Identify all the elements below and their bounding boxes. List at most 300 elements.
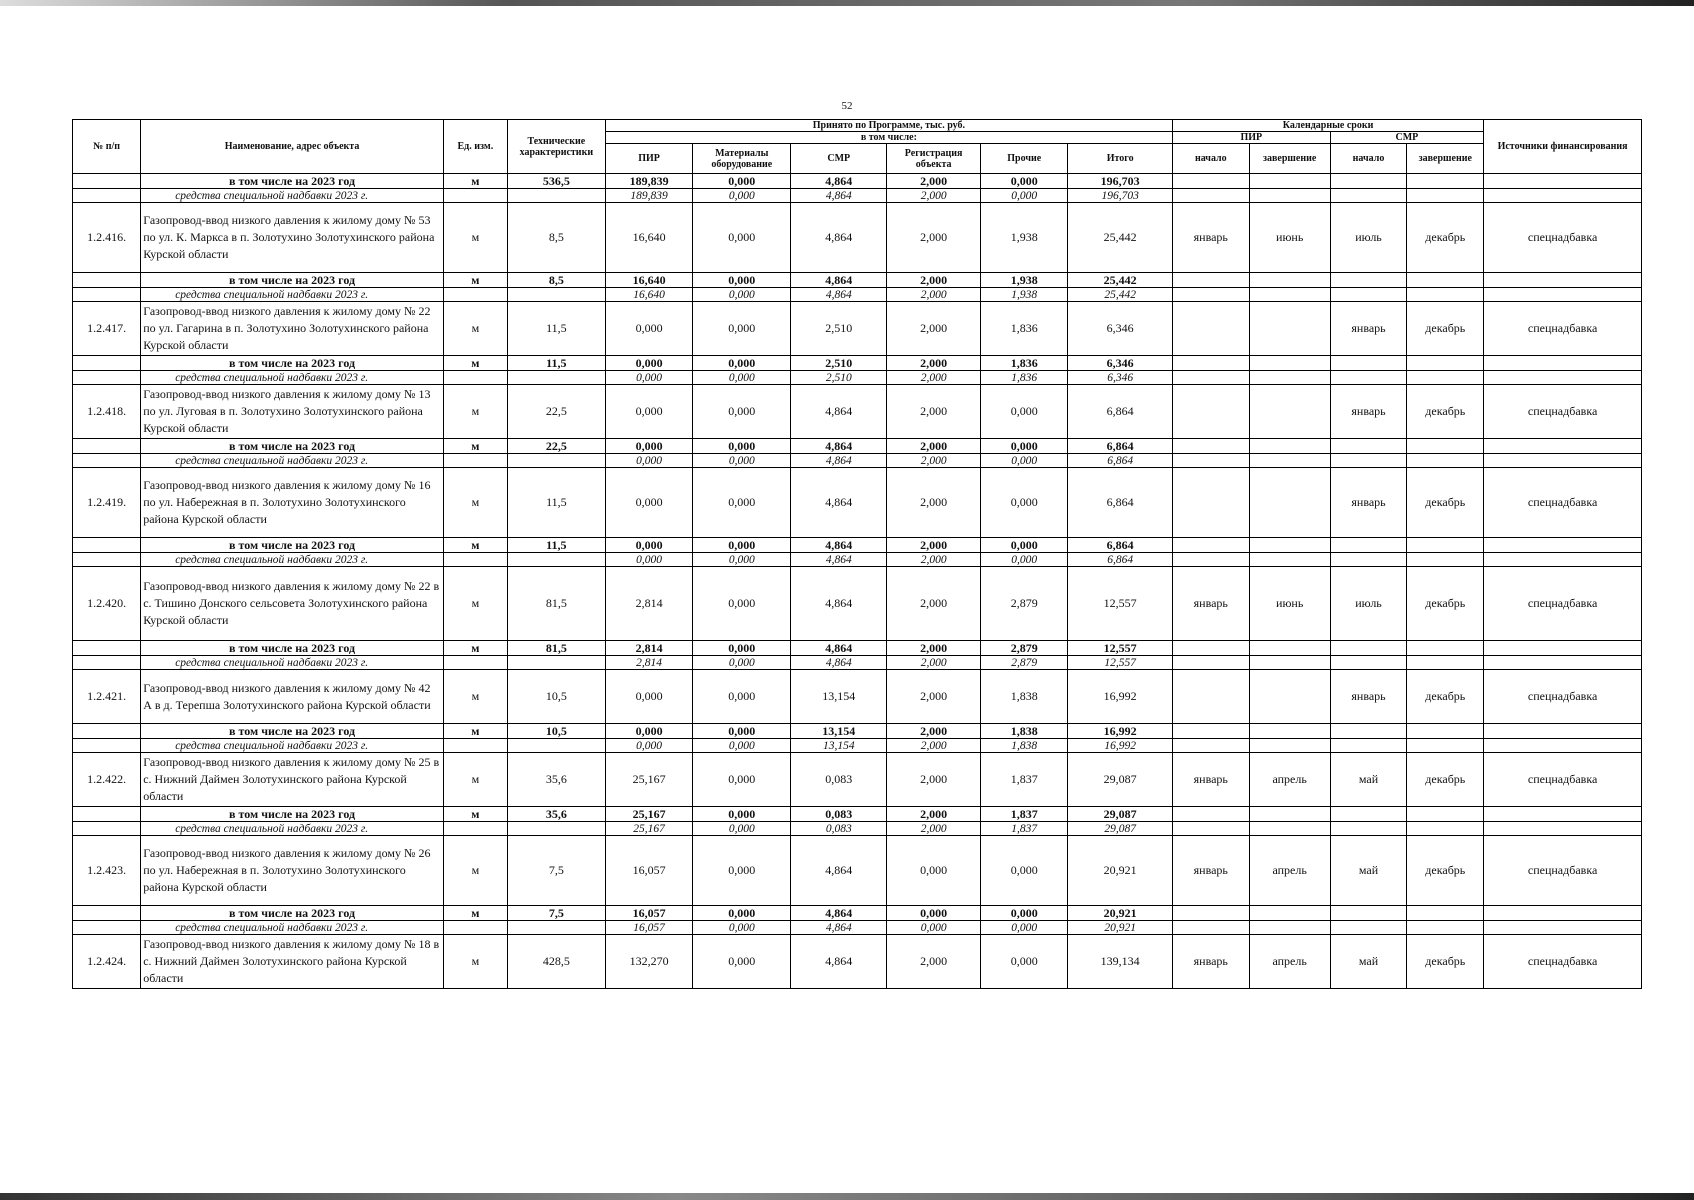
sum-other: 0,000 (981, 538, 1068, 553)
sum-mat: 0,000 (693, 724, 791, 739)
cell-empty (73, 288, 141, 302)
cell-empty (1330, 454, 1407, 468)
sum-other: 2,879 (981, 641, 1068, 656)
cell-empty (73, 371, 141, 385)
cell-empty (1249, 739, 1330, 753)
spec-smr: 4,864 (791, 189, 887, 203)
object-pir-end (1249, 385, 1330, 439)
cell-empty (1172, 439, 1249, 454)
object-pir-start: январь (1172, 753, 1249, 807)
spec-pir: 16,057 (605, 921, 692, 935)
cell-empty (1172, 174, 1249, 189)
object-mat: 0,000 (693, 753, 791, 807)
object-reg: 0,000 (887, 836, 981, 906)
object-pir-start: январь (1172, 935, 1249, 989)
cell-empty (1407, 538, 1484, 553)
cell-empty (1407, 454, 1484, 468)
header-unit: Ед. изм. (443, 120, 507, 174)
sum-reg: 2,000 (887, 538, 981, 553)
cell-empty (443, 656, 507, 670)
sum-total: 12,557 (1068, 641, 1173, 656)
object-smr-end: декабрь (1407, 385, 1484, 439)
object-smr-end: декабрь (1407, 670, 1484, 724)
sum-unit: м (443, 439, 507, 454)
object-row (73, 203, 1642, 273)
object-reg: 2,000 (887, 468, 981, 538)
spec-mat: 0,000 (693, 189, 791, 203)
object-reg: 2,000 (887, 302, 981, 356)
sum-tech: 8,5 (507, 273, 605, 288)
cell-empty (1484, 553, 1642, 567)
cell-empty (1330, 807, 1407, 822)
object-pir-end (1249, 302, 1330, 356)
object-pir-start: январь (1172, 567, 1249, 641)
spec-mat: 0,000 (693, 454, 791, 468)
cell-empty (1249, 371, 1330, 385)
cell-empty (507, 739, 605, 753)
cell-empty (1484, 906, 1642, 921)
cell-empty (1484, 724, 1642, 739)
object-name: Газопровод-ввод низкого давления к жилому дому № 25 в с. Нижний Даймен Золотухинского района Курской области (141, 753, 444, 807)
object-other: 0,000 (981, 468, 1068, 538)
cell-empty (443, 822, 507, 836)
cell-empty (1249, 356, 1330, 371)
object-reg: 2,000 (887, 670, 981, 724)
cell-empty (73, 454, 141, 468)
cell-empty (1330, 371, 1407, 385)
cell-empty (1407, 288, 1484, 302)
spec-other: 1,938 (981, 288, 1068, 302)
object-pir: 25,167 (605, 753, 692, 807)
scan-edge-top (0, 0, 1694, 6)
spec-total: 16,992 (1068, 739, 1173, 753)
cell-empty (507, 921, 605, 935)
cell-empty (73, 439, 141, 454)
sum-reg: 2,000 (887, 273, 981, 288)
cell-empty (1249, 273, 1330, 288)
sum-smr: 4,864 (791, 641, 887, 656)
header-smr-end: завершение (1407, 144, 1484, 174)
sum-total: 196,703 (1068, 174, 1173, 189)
object-tech: 35,6 (507, 753, 605, 807)
cell-empty (1172, 371, 1249, 385)
sum-total: 29,087 (1068, 807, 1173, 822)
cell-empty (1172, 906, 1249, 921)
cell-empty (1484, 288, 1642, 302)
sum-reg: 2,000 (887, 356, 981, 371)
cell-empty (1330, 641, 1407, 656)
scan-edge-bottom (0, 1193, 1694, 1200)
object-row (73, 302, 1642, 356)
spec-smr: 4,864 (791, 921, 887, 935)
spec-total: 12,557 (1068, 656, 1173, 670)
sum-tech: 10,5 (507, 724, 605, 739)
cell-empty (1172, 822, 1249, 836)
spec-other: 1,836 (981, 371, 1068, 385)
object-row (73, 836, 1642, 906)
cell-empty (1407, 906, 1484, 921)
cell-empty (1330, 174, 1407, 189)
object-num: 1.2.419. (73, 468, 141, 538)
object-mat: 0,000 (693, 468, 791, 538)
cell-empty (1249, 822, 1330, 836)
sum-pir: 25,167 (605, 807, 692, 822)
spec-reg: 2,000 (887, 371, 981, 385)
object-num: 1.2.418. (73, 385, 141, 439)
object-smr-end: декабрь (1407, 302, 1484, 356)
header-smr-start: начало (1330, 144, 1407, 174)
cell-empty (1330, 189, 1407, 203)
cell-empty (1172, 807, 1249, 822)
spec-mat: 0,000 (693, 921, 791, 935)
object-unit: м (443, 935, 507, 989)
spec-reg: 2,000 (887, 454, 981, 468)
sum-tech: 22,5 (507, 439, 605, 454)
cell-empty (1172, 656, 1249, 670)
sum-smr: 13,154 (791, 724, 887, 739)
object-name: Газопровод-ввод низкого давления к жилому дому № 42 А в д. Терепша Золотухинского района Курской области (141, 670, 444, 724)
object-tech: 8,5 (507, 203, 605, 273)
cell-empty (1484, 454, 1642, 468)
spec-row (73, 454, 1642, 468)
object-smr: 4,864 (791, 935, 887, 989)
spec-total: 20,921 (1068, 921, 1173, 935)
object-source: спецнадбавка (1484, 670, 1642, 724)
sum-smr: 4,864 (791, 906, 887, 921)
spec-pir: 0,000 (605, 553, 692, 567)
spec-pir: 16,640 (605, 288, 692, 302)
sum-row (73, 724, 1642, 739)
cell-empty (1330, 656, 1407, 670)
spec-reg: 2,000 (887, 739, 981, 753)
object-tech: 81,5 (507, 567, 605, 641)
spec-total: 25,442 (1068, 288, 1173, 302)
sum-pir: 0,000 (605, 356, 692, 371)
object-other: 0,000 (981, 935, 1068, 989)
header-accepted: Принято по Программе, тыс. руб. (605, 120, 1172, 132)
sum-other: 0,000 (981, 174, 1068, 189)
object-source: спецнадбавка (1484, 753, 1642, 807)
cell-empty (1407, 174, 1484, 189)
sum-other: 0,000 (981, 439, 1068, 454)
cell-empty (1330, 288, 1407, 302)
object-mat: 0,000 (693, 203, 791, 273)
spec-smr: 4,864 (791, 553, 887, 567)
spec-mat: 0,000 (693, 822, 791, 836)
object-pir-end: июнь (1249, 203, 1330, 273)
cell-empty (1249, 921, 1330, 935)
object-pir-start: январь (1172, 203, 1249, 273)
cell-empty (1330, 553, 1407, 567)
cell-empty (443, 189, 507, 203)
cell-empty (443, 454, 507, 468)
spec-reg: 2,000 (887, 288, 981, 302)
object-pir-end: апрель (1249, 753, 1330, 807)
cell-empty (1330, 439, 1407, 454)
object-unit: м (443, 567, 507, 641)
sum-smr: 4,864 (791, 439, 887, 454)
object-reg: 2,000 (887, 935, 981, 989)
object-smr: 2,510 (791, 302, 887, 356)
object-source: спецнадбавка (1484, 203, 1642, 273)
object-name: Газопровод-ввод низкого давления к жилому дому № 53 по ул. К. Маркса в п. Золотухино Золотухинского района Курской области (141, 203, 444, 273)
sum-total: 6,864 (1068, 439, 1173, 454)
object-pir-end (1249, 468, 1330, 538)
sum-unit: м (443, 906, 507, 921)
header-cal-smr: СМР (1330, 132, 1484, 144)
object-pir: 0,000 (605, 385, 692, 439)
object-smr: 4,864 (791, 567, 887, 641)
object-pir-end (1249, 670, 1330, 724)
sum-other: 1,838 (981, 724, 1068, 739)
object-mat: 0,000 (693, 567, 791, 641)
object-total: 6,346 (1068, 302, 1173, 356)
spec-row (73, 371, 1642, 385)
cell-empty (1172, 739, 1249, 753)
cell-empty (1407, 356, 1484, 371)
spec-pir: 2,814 (605, 656, 692, 670)
cell-empty (1407, 739, 1484, 753)
header-other: Прочие (981, 144, 1068, 174)
object-name: Газопровод-ввод низкого давления к жилому дому № 13 по ул. Луговая в п. Золотухино Золотухинского района Курской области (141, 385, 444, 439)
spec-label: средства специальной надбавки 2023 г. (141, 553, 444, 567)
sum-unit: м (443, 273, 507, 288)
header-sources: Источники финансирования (1484, 120, 1642, 174)
spec-other: 0,000 (981, 921, 1068, 935)
cell-empty (1330, 273, 1407, 288)
cell-empty (1407, 807, 1484, 822)
cell-empty (507, 189, 605, 203)
object-name: Газопровод-ввод низкого давления к жилому дому № 22 в с. Тишино Донского сельсовета Золотухинского района Курской области (141, 567, 444, 641)
sum-unit: м (443, 356, 507, 371)
spec-smr: 4,864 (791, 656, 887, 670)
object-smr-start: июль (1330, 567, 1407, 641)
cell-empty (1407, 371, 1484, 385)
cell-empty (1249, 641, 1330, 656)
spec-other: 1,837 (981, 822, 1068, 836)
object-smr-start: январь (1330, 385, 1407, 439)
object-smr-start: май (1330, 935, 1407, 989)
cell-empty (443, 371, 507, 385)
sum-row (73, 807, 1642, 822)
cell-empty (1484, 921, 1642, 935)
spec-total: 196,703 (1068, 189, 1173, 203)
sum-other: 1,938 (981, 273, 1068, 288)
sum-mat: 0,000 (693, 538, 791, 553)
cell-empty (1249, 288, 1330, 302)
object-num: 1.2.417. (73, 302, 141, 356)
header-pir-end: завершение (1249, 144, 1330, 174)
spec-label: средства специальной надбавки 2023 г. (141, 739, 444, 753)
sum-smr: 2,510 (791, 356, 887, 371)
spec-mat: 0,000 (693, 739, 791, 753)
sum-reg: 2,000 (887, 439, 981, 454)
object-tech: 428,5 (507, 935, 605, 989)
cell-empty (1484, 189, 1642, 203)
sum-tech: 35,6 (507, 807, 605, 822)
object-name: Газопровод-ввод низкого давления к жилому дому № 26 по ул. Набережная в п. Золотухино Золотухинского района Курской области (141, 836, 444, 906)
cell-empty (1172, 288, 1249, 302)
spec-reg: 0,000 (887, 921, 981, 935)
object-row (73, 385, 1642, 439)
sum-reg: 2,000 (887, 724, 981, 739)
spec-other: 1,838 (981, 739, 1068, 753)
object-smr: 0,083 (791, 753, 887, 807)
cell-empty (443, 921, 507, 935)
header-registration: Регистрация объекта (887, 144, 981, 174)
sum-other: 0,000 (981, 906, 1068, 921)
spec-label: средства специальной надбавки 2023 г. (141, 189, 444, 203)
sum-label: в том числе на 2023 год (141, 439, 444, 454)
cell-empty (1249, 439, 1330, 454)
cell-empty (1249, 906, 1330, 921)
spec-row (73, 822, 1642, 836)
sum-mat: 0,000 (693, 439, 791, 454)
object-total: 25,442 (1068, 203, 1173, 273)
spec-smr: 4,864 (791, 288, 887, 302)
header-cal-pir: ПИР (1172, 132, 1330, 144)
cell-empty (1330, 822, 1407, 836)
cell-empty (1330, 921, 1407, 935)
cell-empty (1484, 174, 1642, 189)
cell-empty (443, 288, 507, 302)
spec-smr: 0,083 (791, 822, 887, 836)
sum-mat: 0,000 (693, 356, 791, 371)
object-smr: 4,864 (791, 468, 887, 538)
object-unit: м (443, 836, 507, 906)
cell-empty (507, 371, 605, 385)
sum-row (73, 538, 1642, 553)
spec-label: средства специальной надбавки 2023 г. (141, 288, 444, 302)
object-tech: 7,5 (507, 836, 605, 906)
sum-total: 16,992 (1068, 724, 1173, 739)
cell-empty (1172, 189, 1249, 203)
sum-row (73, 174, 1642, 189)
spec-smr: 13,154 (791, 739, 887, 753)
object-smr: 13,154 (791, 670, 887, 724)
object-reg: 2,000 (887, 567, 981, 641)
sum-reg: 2,000 (887, 174, 981, 189)
spec-label: средства специальной надбавки 2023 г. (141, 454, 444, 468)
object-num: 1.2.416. (73, 203, 141, 273)
spec-mat: 0,000 (693, 371, 791, 385)
cell-empty (1407, 439, 1484, 454)
spec-total: 6,346 (1068, 371, 1173, 385)
sum-row (73, 439, 1642, 454)
cell-empty (73, 921, 141, 935)
object-unit: м (443, 203, 507, 273)
cell-empty (73, 739, 141, 753)
object-smr-end: декабрь (1407, 567, 1484, 641)
cell-empty (73, 641, 141, 656)
object-mat: 0,000 (693, 935, 791, 989)
object-mat: 0,000 (693, 670, 791, 724)
object-mat: 0,000 (693, 836, 791, 906)
cell-empty (1484, 656, 1642, 670)
sum-pir: 16,057 (605, 906, 692, 921)
cell-empty (1249, 553, 1330, 567)
object-total: 6,864 (1068, 385, 1173, 439)
object-reg: 2,000 (887, 203, 981, 273)
header-total: Итого (1068, 144, 1173, 174)
object-pir-start (1172, 385, 1249, 439)
spec-label: средства специальной надбавки 2023 г. (141, 822, 444, 836)
cell-empty (1484, 356, 1642, 371)
cell-empty (1249, 454, 1330, 468)
sum-tech: 81,5 (507, 641, 605, 656)
sum-other: 1,837 (981, 807, 1068, 822)
sum-reg: 2,000 (887, 807, 981, 822)
sum-mat: 0,000 (693, 273, 791, 288)
object-smr-end: декабрь (1407, 935, 1484, 989)
object-pir-start: январь (1172, 836, 1249, 906)
object-unit: м (443, 468, 507, 538)
object-smr-start: май (1330, 753, 1407, 807)
sum-tech: 11,5 (507, 538, 605, 553)
object-pir: 0,000 (605, 468, 692, 538)
object-pir-end: июнь (1249, 567, 1330, 641)
cell-empty (1484, 641, 1642, 656)
spec-mat: 0,000 (693, 553, 791, 567)
object-other: 0,000 (981, 385, 1068, 439)
object-pir: 16,640 (605, 203, 692, 273)
object-pir-start (1172, 468, 1249, 538)
cell-empty (1484, 538, 1642, 553)
spec-smr: 2,510 (791, 371, 887, 385)
cell-empty (73, 538, 141, 553)
sum-label: в том числе на 2023 год (141, 724, 444, 739)
object-pir-start (1172, 670, 1249, 724)
sum-label: в том числе на 2023 год (141, 174, 444, 189)
spec-other: 2,879 (981, 656, 1068, 670)
cell-empty (1172, 538, 1249, 553)
header-pir-start: начало (1172, 144, 1249, 174)
object-row (73, 753, 1642, 807)
sum-row (73, 641, 1642, 656)
object-name: Газопровод-ввод низкого давления к жилому дому № 16 по ул. Набережная в п. Золотухино Золотухинского района Курской области (141, 468, 444, 538)
sum-mat: 0,000 (693, 641, 791, 656)
sum-total: 20,921 (1068, 906, 1173, 921)
spec-other: 0,000 (981, 454, 1068, 468)
spec-reg: 2,000 (887, 189, 981, 203)
spec-label: средства специальной надбавки 2023 г. (141, 921, 444, 935)
spec-pir: 25,167 (605, 822, 692, 836)
table-header (73, 120, 1642, 174)
cell-empty (73, 356, 141, 371)
object-num: 1.2.423. (73, 836, 141, 906)
object-smr: 4,864 (791, 836, 887, 906)
header-num: № п/п (73, 120, 141, 174)
object-smr-start: январь (1330, 468, 1407, 538)
object-smr-start: июль (1330, 203, 1407, 273)
cell-empty (1407, 553, 1484, 567)
cell-empty (507, 553, 605, 567)
sum-reg: 2,000 (887, 641, 981, 656)
sum-smr: 4,864 (791, 273, 887, 288)
sum-unit: м (443, 538, 507, 553)
object-pir: 0,000 (605, 302, 692, 356)
object-mat: 0,000 (693, 385, 791, 439)
sum-other: 1,836 (981, 356, 1068, 371)
spec-row (73, 739, 1642, 753)
object-smr-end: декабрь (1407, 468, 1484, 538)
object-mat: 0,000 (693, 302, 791, 356)
spec-row (73, 189, 1642, 203)
sum-mat: 0,000 (693, 906, 791, 921)
sum-row (73, 273, 1642, 288)
object-pir: 16,057 (605, 836, 692, 906)
cell-empty (1249, 807, 1330, 822)
